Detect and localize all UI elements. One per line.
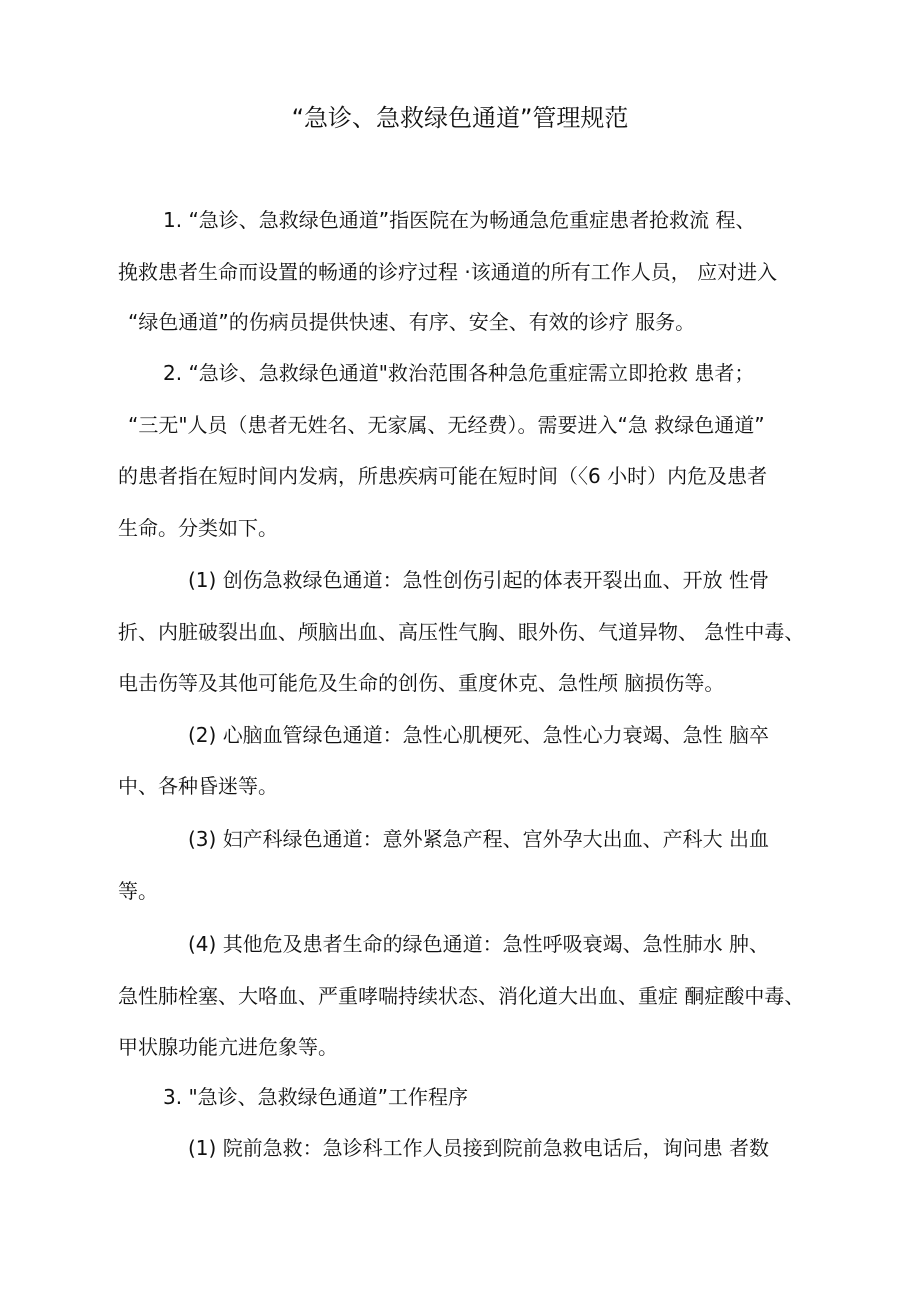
text-line: (3) 妇产科绿色通道：意外紧急产程、宫外孕大出血、产科大 出血 — [188, 827, 770, 851]
text-line: 挽救患者生命而设置的畅通的诊疗过程 ·该通道的所有工作人员， 应对进入 — [118, 260, 778, 284]
text-line: “三无"人员（患者无姓名、无家属、无经费）。需要进入“急 救绿色通道” — [128, 413, 765, 437]
text-line: 生命。分类如下。 — [118, 516, 278, 540]
text-line: 急性肺栓塞、大咯血、严重哮喘持续状态、消化道大出血、重症 酮症酸中毒、 — [118, 984, 805, 1008]
text-line: 3. "急诊、急救绿色通道”工作程序 — [163, 1085, 468, 1109]
text-line: 电击伤等及其他可能危及生命的创伤、重度休克、急性颅 脑损伤等。 — [118, 671, 725, 695]
text-line: (1) 院前急救：急诊科工作人员接到院前急救电话后，询问患 者数 — [188, 1136, 770, 1160]
text-line: 甲状腺功能亢进危象等。 — [118, 1035, 338, 1059]
text-line: (2) 心脑血管绿色通道：急性心肌梗死、急性心力衰竭、急性 脑卒 — [188, 723, 770, 747]
text-line: 的患者指在短时间内发病，所患疾病可能在短时间（〈6 小时）内危及患者 — [118, 464, 768, 488]
document-title: “急诊、急救绿色通道”管理规范 — [291, 104, 629, 132]
text-line: 折、内脏破裂出血、颅脑出血、高压性气胸、眼外伤、气道异物、 急性中毒、 — [118, 620, 805, 644]
text-line: (1) 创伤急救绿色通道：急性创伤引起的体表开裂出血、开放 性骨 — [188, 568, 770, 592]
text-line: 中、各种昏迷等。 — [118, 774, 278, 798]
text-line: (4) 其他危及患者生命的绿色通道：急性呼吸衰竭、急性肺水 肿、 — [188, 932, 770, 956]
text-line: 等。 — [118, 879, 158, 903]
text-line: 2. “急诊、急救绿色通道"救治范围各种急危重症需立即抢救 患者； — [163, 361, 755, 385]
text-line: 1. “急诊、急救绿色通道”指医院在为畅通急危重症患者抢救流 程、 — [163, 208, 756, 232]
text-line: “绿色通道”的伤病员提供快速、有序、安全、有效的诊疗 服务。 — [128, 310, 696, 334]
